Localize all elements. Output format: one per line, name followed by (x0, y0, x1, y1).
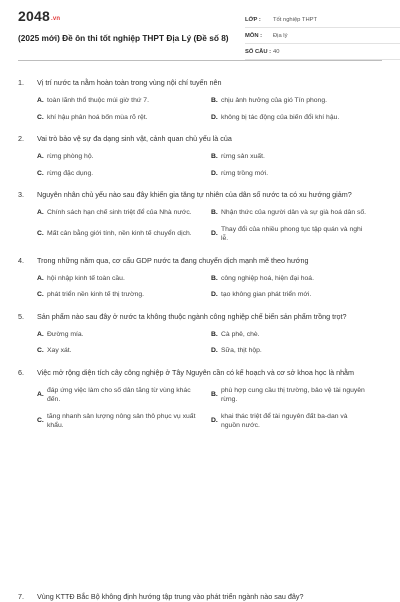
answer-option[interactable] (37, 290, 211, 300)
answer-option[interactable] (37, 346, 211, 356)
answer-options (18, 208, 382, 244)
question-number: 2. (18, 134, 24, 143)
question-text: Vị trí nước ta nằm hoàn toàn trong vùng nội chí tuyến nên (37, 78, 222, 87)
option-text: khí hậu phân hoá bốn mùa rõ rệt. (47, 113, 148, 121)
question-text: Việc mở rộng diện tích cây công nghiệp ở Tây Nguyên cần có kế hoạch và cơ sở khoa học là nhằm (37, 367, 355, 377)
option-text: không bị tác động của biến đổi khí hậu. (221, 113, 340, 121)
answer-options (18, 152, 382, 178)
answer-option[interactable] (37, 274, 211, 284)
option-text: toàn lãnh thổ thuộc múi giờ thứ 7. (47, 97, 149, 104)
option-text: chịu ảnh hưởng của gió Tín phong. (221, 97, 328, 104)
option-text: Chính sách hạn chế sinh triệt để của Nhà nước. (47, 209, 192, 216)
option-text: Sữa, thịt hộp. (221, 347, 262, 354)
answer-option[interactable] (37, 152, 211, 162)
option-text: phát triển nền kinh tế thị trường. (47, 291, 145, 298)
question-number: 3. (18, 190, 24, 199)
answer-option[interactable] (37, 412, 211, 431)
option-letter: D. (211, 169, 218, 177)
meta-value: Tốt nghiệp THPT (273, 16, 318, 23)
answer-option[interactable] (37, 225, 211, 244)
option-letter: A. (37, 209, 44, 216)
option-text: rừng phòng hộ. (47, 153, 94, 160)
question (18, 190, 382, 244)
option-letter: D. (211, 230, 218, 238)
option-text: khai thác triệt để tài nguyên đất ba-dan và nguồn nước. (221, 412, 348, 429)
option-text: Đường mía. (47, 330, 84, 338)
option-letter: B. (211, 391, 218, 399)
site-logo[interactable] (18, 8, 60, 24)
meta-row-count (245, 44, 400, 60)
answer-options (18, 96, 382, 122)
option-letter: B. (211, 153, 218, 160)
answer-option[interactable] (211, 152, 382, 162)
option-letter: B. (211, 274, 218, 282)
answer-option[interactable] (211, 274, 382, 284)
question-number: 4. (18, 255, 24, 265)
answer-option[interactable] (37, 386, 211, 405)
option-text: tăng nhanh sản lượng nông sản thô phục vụ xuất khẩu. (47, 412, 196, 429)
answer-option[interactable] (211, 96, 382, 106)
answer-option[interactable] (211, 346, 382, 356)
answer-option[interactable] (211, 208, 382, 218)
answer-option[interactable] (211, 225, 382, 244)
question-text: Vùng KTTĐ Bắc Bộ không định hướng tập trung vào phát triển ngành nào sau đây? (37, 592, 304, 601)
question (18, 256, 382, 300)
option-text: Mất cân bằng giới tính, nền kinh tế chuyển dịch. (47, 230, 192, 238)
exam-title: (2025 mới) Đề ôn thi tốt nghiệp THPT Địa Lý (Đề số 8) (18, 33, 229, 43)
answer-options (18, 274, 382, 300)
logo-suffix: .vn (50, 16, 61, 22)
option-letter: D. (211, 417, 218, 425)
answer-options (18, 330, 382, 356)
answer-option[interactable] (37, 96, 211, 106)
question-list (18, 78, 382, 443)
option-letter: C. (37, 169, 44, 177)
answer-options (18, 386, 382, 431)
option-text: phù hợp cung cầu thị trường, bảo vệ tài nguyên rừng. (221, 386, 365, 403)
answer-option[interactable] (211, 290, 382, 300)
answer-option[interactable] (211, 113, 382, 123)
question-number: 7. (18, 592, 24, 601)
option-text: Nhận thức của người dân và sự già hoá dân số. (221, 209, 367, 216)
option-text: tạo không gian phát triển mới. (221, 291, 312, 298)
question (18, 78, 382, 122)
meta-value: Địa lý (273, 32, 288, 39)
logo-number: 2048 (18, 8, 50, 24)
meta-row-class (245, 12, 400, 28)
answer-option[interactable] (211, 330, 382, 340)
option-text: hội nhập kinh tế toàn cầu. (47, 274, 125, 282)
exam-meta (245, 12, 400, 60)
option-letter: B. (211, 97, 218, 104)
option-letter: D. (211, 113, 218, 121)
option-letter: A. (37, 97, 44, 104)
question-cutoff (18, 592, 382, 602)
option-letter: C. (37, 113, 44, 121)
answer-option[interactable] (37, 169, 211, 179)
answer-option[interactable] (37, 113, 211, 123)
answer-option[interactable] (37, 330, 211, 340)
option-text: rừng sản xuất. (221, 153, 265, 160)
option-letter: A. (37, 391, 44, 399)
answer-option[interactable] (211, 412, 382, 431)
option-text: rừng trồng mới. (221, 169, 269, 177)
option-letter: C. (37, 417, 44, 425)
option-letter: A. (37, 274, 44, 282)
question-number: 6. (18, 367, 24, 377)
option-letter: C. (37, 291, 44, 298)
question-text: Sản phẩm nào sau đây ở nước ta không thuộc ngành công nghiệp chế biến sản phẩm trồng trọt? (37, 311, 347, 321)
meta-key: MÔN : (245, 32, 263, 39)
option-letter: D. (211, 291, 218, 298)
option-letter: C. (37, 347, 44, 354)
question-number: 5. (18, 311, 24, 321)
meta-key: SỐ CÂU : (245, 48, 272, 55)
meta-key: LỚP : (245, 16, 261, 23)
option-text: đáp ứng việc làm cho số dân tăng từ vùng khác đến. (47, 386, 191, 403)
option-letter: C. (37, 230, 44, 238)
option-text: Cà phê, chè. (221, 330, 260, 338)
answer-option[interactable] (211, 386, 382, 405)
meta-row-subject (245, 28, 400, 44)
meta-value: 40 (273, 48, 280, 55)
page-header (18, 0, 382, 62)
question (18, 312, 382, 356)
option-text: Xay xát. (47, 347, 72, 354)
option-letter: D. (211, 347, 218, 354)
answer-option[interactable] (211, 169, 382, 179)
question-text: Nguyên nhân chủ yếu nào sau đây khiến gia tăng tự nhiên của dân số nước ta có xu hướng giảm? (37, 190, 352, 199)
option-letter: A. (37, 330, 44, 338)
option-letter: B. (211, 209, 218, 216)
question (18, 368, 382, 431)
option-letter: A. (37, 153, 44, 160)
question-number: 1. (18, 78, 24, 87)
answer-option[interactable] (37, 208, 211, 218)
option-text: công nghiệp hoá, hiện đại hoá. (221, 274, 314, 282)
option-text: Thay đổi của nhiều phong tục tập quán và nghi lễ. (221, 225, 363, 242)
header-divider (18, 60, 382, 61)
question (18, 134, 382, 178)
option-letter: B. (211, 330, 218, 338)
question-text: Vai trò bảo vệ sự đa dạng sinh vật, cảnh quan chủ yếu là của (37, 134, 232, 143)
question-text: Trong những năm qua, cơ cấu GDP nước ta đang chuyển dịch mạnh mẽ theo hướng (37, 255, 309, 265)
option-text: rừng đặc dụng. (47, 169, 94, 177)
